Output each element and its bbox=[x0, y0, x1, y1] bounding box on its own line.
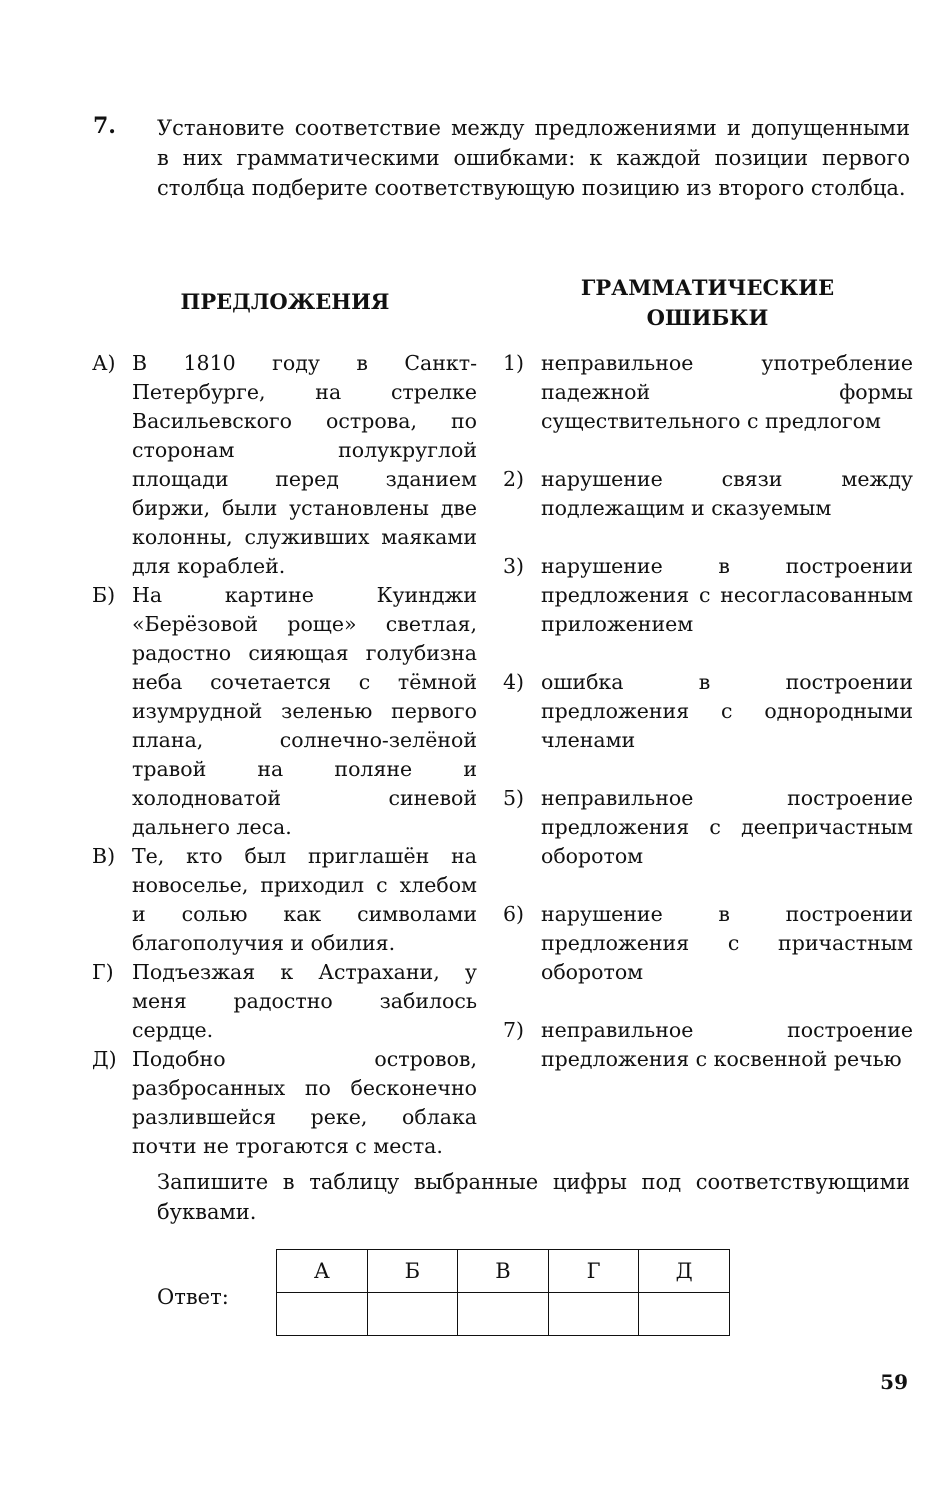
sentences-list bbox=[92, 349, 477, 1161]
error-text: нарушение в построении предложения с несогласованным приложением bbox=[541, 554, 913, 636]
sentence-label: А) bbox=[92, 351, 116, 375]
error-label: 1) bbox=[503, 351, 525, 375]
answer-label: Ответ: bbox=[157, 1285, 229, 1309]
answer-input-row bbox=[277, 1293, 730, 1336]
sentence-item bbox=[92, 958, 477, 1045]
sentence-text: В 1810 году в Санкт-Петербурге, на стрелке Васильевского острова, по сторонам полукруглой площади перед зданием биржи, были установлены две колонны, служивших маяками для кораблей. bbox=[132, 351, 477, 578]
answer-header-cell: А bbox=[277, 1250, 368, 1293]
page-number: 59 bbox=[880, 1370, 908, 1394]
errors-column-header: ГРАММАТИЧЕСКИЕ ОШИБКИ bbox=[580, 275, 835, 330]
error-label: 4) bbox=[503, 670, 525, 694]
error-item bbox=[503, 668, 913, 755]
answer-header-cell: Д bbox=[639, 1250, 730, 1293]
error-text: нарушение связи между подлежащим и сказуемым bbox=[541, 467, 913, 520]
error-text: неправильное построение предложения с косвенной речью bbox=[541, 1018, 913, 1071]
answer-cell-b[interactable] bbox=[367, 1293, 458, 1336]
error-item bbox=[503, 1016, 913, 1074]
sentence-text: На картине Куинджи «Берёзовой роще» светлая, радостно сияющая голубизна неба сочетается с тёмной изумрудной зеленью первого плана, солнечно-зелёной травой на поляне и холодноватой синевой дальнего леса. bbox=[132, 583, 477, 839]
answer-header-row bbox=[277, 1250, 730, 1293]
sentence-text: Те, кто был приглашён на новоселье, приходил с хлебом и солью как символами благополучия и обилия. bbox=[132, 844, 477, 955]
answer-header-cell: Б bbox=[367, 1250, 458, 1293]
question-number: 7. bbox=[93, 113, 116, 139]
sentence-item bbox=[92, 842, 477, 958]
error-label: 2) bbox=[503, 467, 525, 491]
errors-list bbox=[503, 349, 913, 1074]
error-item bbox=[503, 784, 913, 871]
question-text: Установите соответствие между предложениями и допущенными в них грамматическими ошибками: к каждой позиции первого столбца подберите соответствующую позицию из второго столбца. bbox=[157, 116, 910, 200]
answer-cell-a[interactable] bbox=[277, 1293, 368, 1336]
error-label: 7) bbox=[503, 1018, 525, 1042]
sentence-text: Подобно островов, разбросанных по бесконечно разлившейся реке, облака почти не трогаются с места. bbox=[132, 1047, 477, 1158]
answer-table bbox=[276, 1249, 730, 1336]
sentence-item bbox=[92, 349, 477, 581]
error-text: ошибка в построении предложения с однородными членами bbox=[541, 670, 913, 752]
error-text: нарушение в построении предложения с причастным оборотом bbox=[541, 902, 913, 984]
sentences-column-header: ПРЕДЛОЖЕНИЯ bbox=[180, 289, 390, 314]
answer-header-cell: В bbox=[458, 1250, 549, 1293]
error-item bbox=[503, 552, 913, 639]
error-text: неправильное употребление падежной формы существительного с предлогом bbox=[541, 351, 913, 433]
error-label: 6) bbox=[503, 902, 525, 926]
sentence-label: Б) bbox=[92, 583, 116, 607]
sentence-item bbox=[92, 1045, 477, 1161]
error-item bbox=[503, 900, 913, 987]
error-label: 3) bbox=[503, 554, 525, 578]
sentence-label: В) bbox=[92, 844, 116, 868]
answer-cell-d[interactable] bbox=[639, 1293, 730, 1336]
sentence-text: Подъезжая к Астрахани, у меня радостно забилось сердце. bbox=[132, 960, 477, 1042]
error-item bbox=[503, 465, 913, 523]
answer-header-cell: Г bbox=[548, 1250, 639, 1293]
sentence-item bbox=[92, 581, 477, 842]
error-label: 5) bbox=[503, 786, 525, 810]
instruction-text: Запишите в таблицу выбранные цифры под соответствующими буквами. bbox=[157, 1170, 910, 1224]
sentence-label: Г) bbox=[92, 960, 114, 984]
answer-cell-v[interactable] bbox=[458, 1293, 549, 1336]
error-text: неправильное построение предложения с деепричастным оборотом bbox=[541, 786, 913, 868]
sentence-label: Д) bbox=[92, 1047, 117, 1071]
answer-cell-g[interactable] bbox=[548, 1293, 639, 1336]
error-item bbox=[503, 349, 913, 436]
